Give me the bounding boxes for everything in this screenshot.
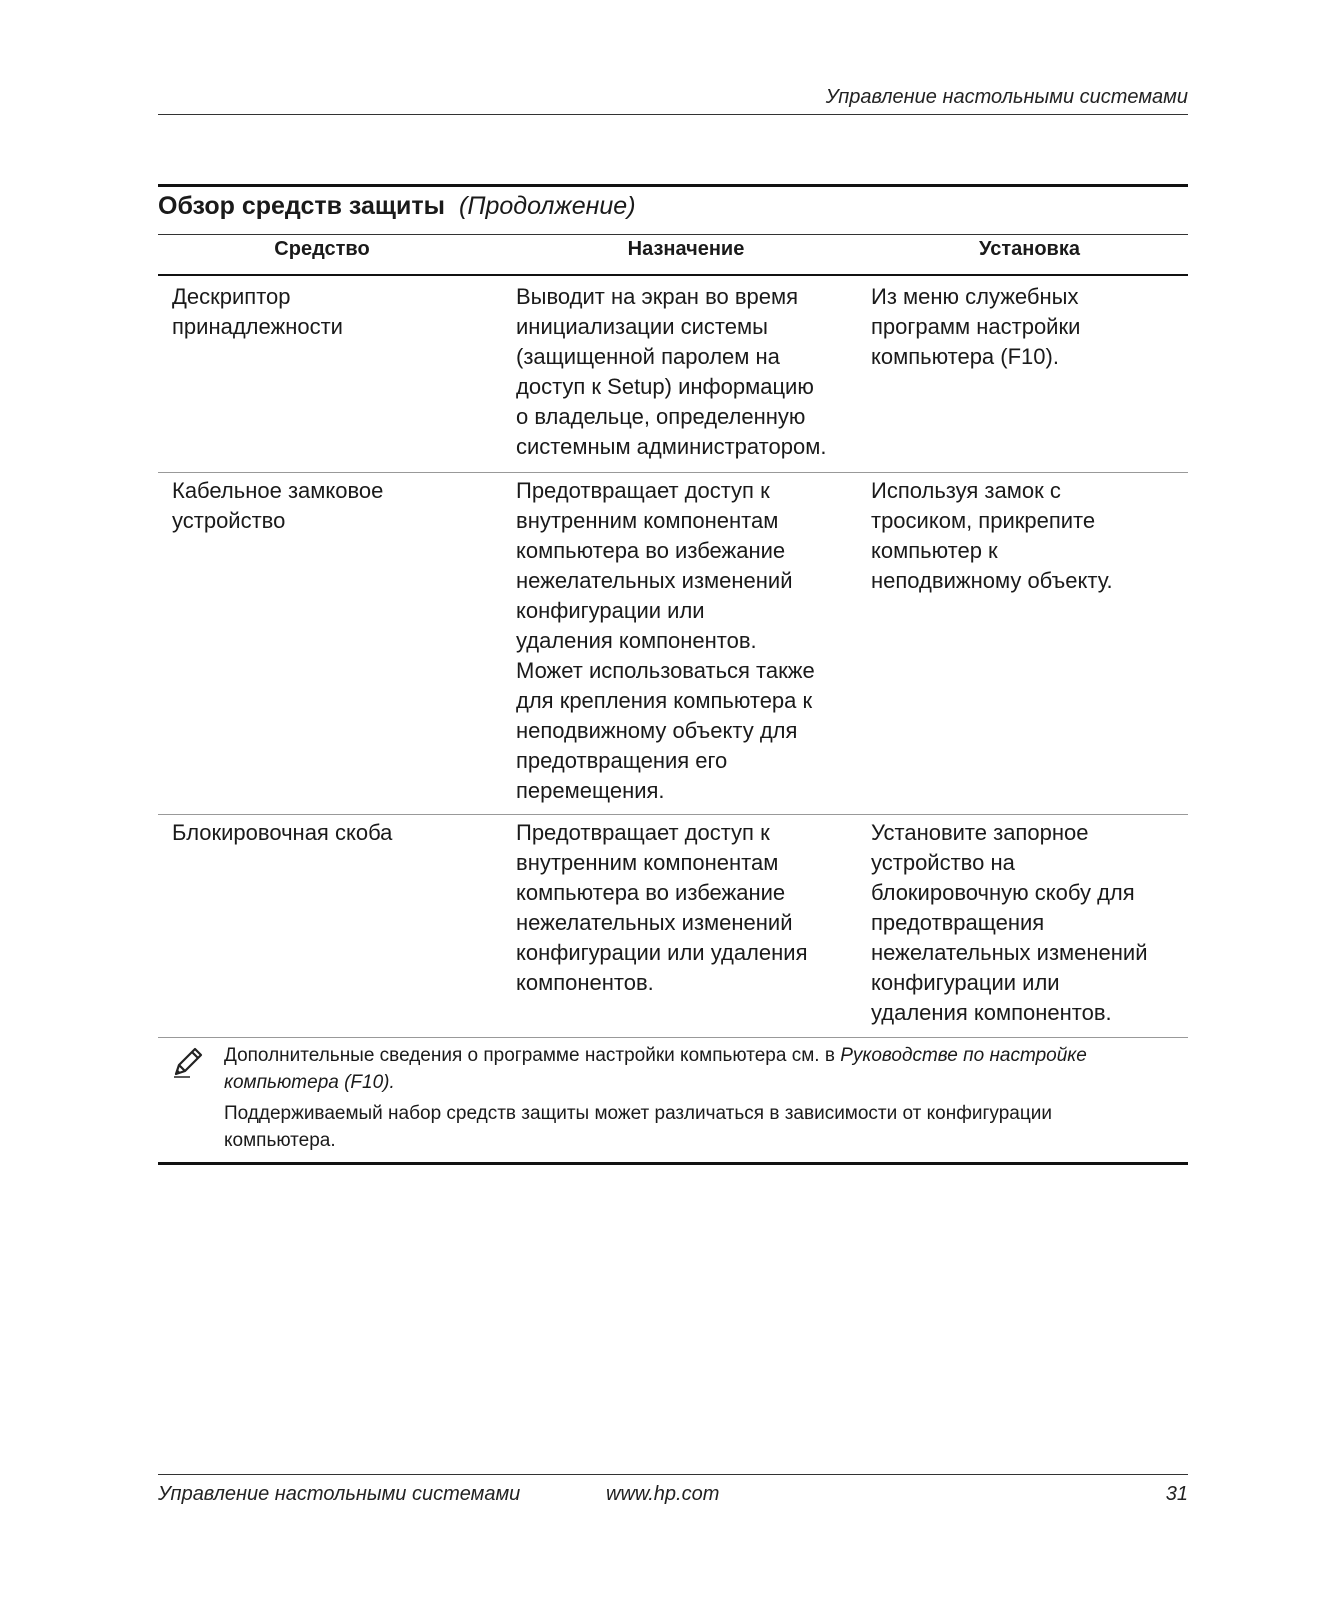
note-text: Дополнительные сведения о программе настройки компьютера см. в (224, 1045, 841, 1066)
footer-url: www.hp.com (606, 1483, 720, 1505)
page-number: 31 (1165, 1483, 1188, 1505)
column-header-feature: Средство (274, 238, 370, 260)
row-divider (158, 814, 1188, 815)
cell-purpose: Предотвращает доступ к внутренним компонентам компьютера во избежание нежелательных изменений конфигурации или удаления компонентов. (516, 820, 808, 995)
title-rule (158, 234, 1188, 235)
note-paragraph-2: Поддерживаемый набор средств защиты может различаться в зависимости от конфигурации компьютера. (224, 1103, 1052, 1151)
note-reference: Руководстве по настройке компьютера (F10). (224, 1045, 1087, 1093)
cell-feature: Дескриптор принадлежности (172, 284, 343, 339)
header-rule (158, 114, 1188, 115)
running-header: Управление настольными системами (825, 86, 1188, 108)
pencil-icon (170, 1044, 206, 1080)
document-page (158, 0, 1188, 1600)
table-title-main: Обзор средств защиты (158, 192, 445, 220)
note-paragraph-1 (224, 1042, 1124, 1096)
cell-setup: Из меню служебных программ настройки компьютера (F10). (871, 284, 1081, 369)
table-top-rule (158, 184, 1188, 187)
column-header-setup: Установка (979, 238, 1080, 260)
cell-setup: Используя замок с тросиком, прикрепите компьютер к неподвижному объекту. (871, 478, 1113, 593)
table-title-continued: (Продолжение) (459, 192, 636, 220)
footer-title: Управление настольными системами (158, 1483, 521, 1505)
column-header-purpose: Назначение (627, 238, 745, 260)
table-bottom-rule (158, 1162, 1188, 1165)
table-title (158, 192, 636, 221)
cell-feature: Кабельное замковое устройство (172, 478, 384, 533)
row-divider (158, 472, 1188, 473)
row-divider (158, 1037, 1188, 1038)
footer-rule (158, 1474, 1188, 1475)
cell-feature: Блокировочная скоба (172, 820, 393, 845)
cell-purpose: Выводит на экран во время инициализации системы (защищенной паролем на доступ к Setup) информацию о владельце, определенную системным администратором. (516, 284, 827, 459)
cell-purpose: Предотвращает доступ к внутренним компонентам компьютера во избежание нежелательных изменений конфигурации или удаления компонентов. Может использоваться также для крепления компьютера к неподвижному объекту для предотвращения его перемещения. (516, 478, 815, 803)
cell-setup: Установите запорное устройство на блокировочную скобу для предотвращения нежелательных изменений конфигурации или удаления компонентов. (871, 820, 1148, 1025)
header-bottom-rule (158, 274, 1188, 276)
